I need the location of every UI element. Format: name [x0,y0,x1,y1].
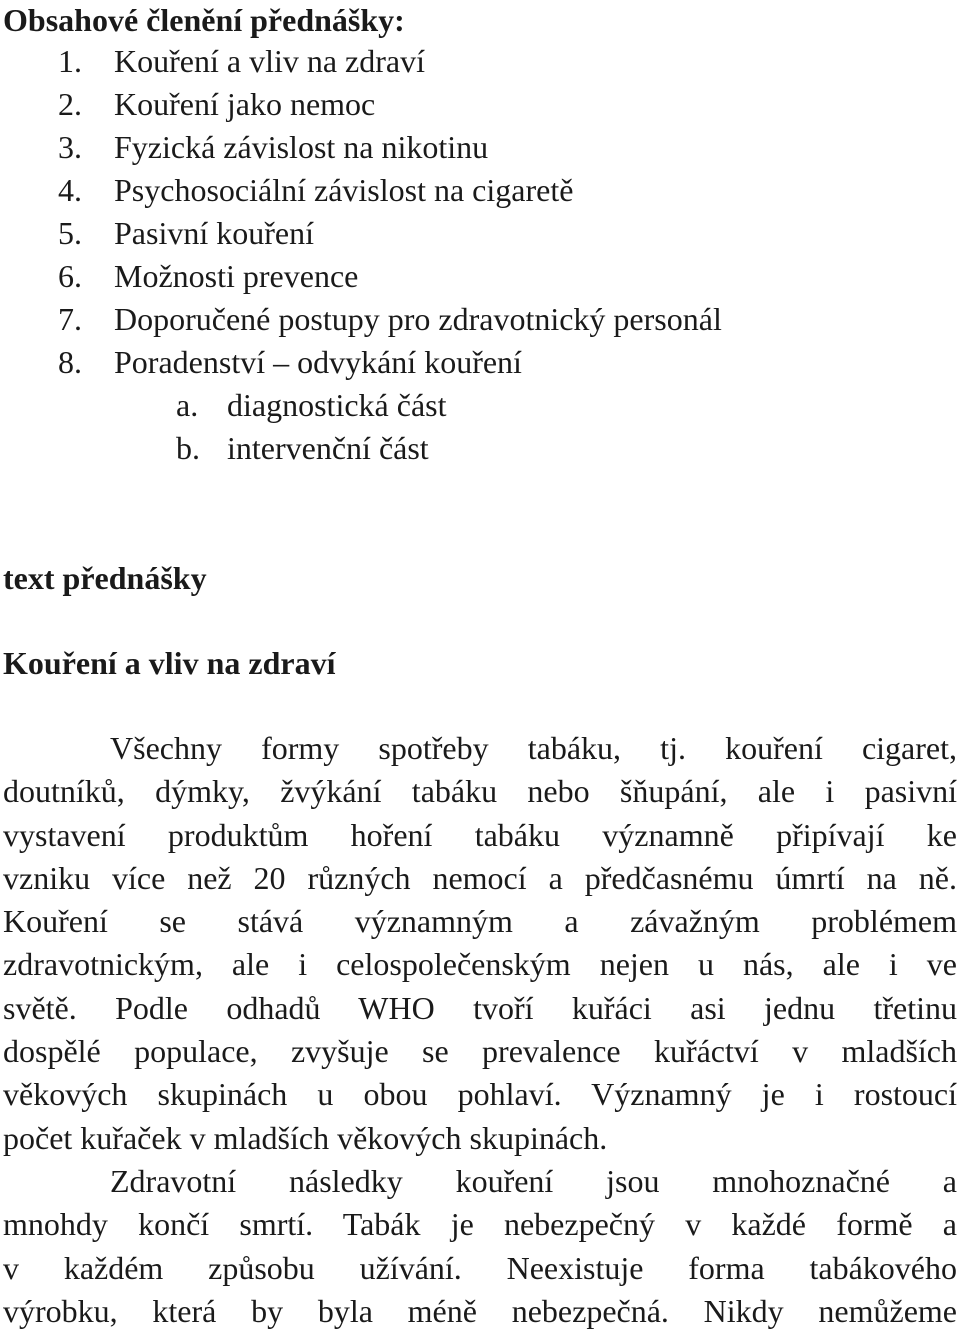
body-line: zdravotnickým, ale i celospolečenským nejen u nás, ale i ve [3,946,957,983]
section-body [3,727,957,1333]
outline-item-number: 6. [58,258,82,294]
outline-item-number: 4. [58,172,82,208]
body-line: dospělé populace, zvyšuje se prevalence kuřáctví v mladších [3,1033,957,1070]
outline-item-label: Kouření a vliv na zdraví [114,43,425,79]
outline-item-number: 5. [58,215,82,251]
lecture-text-heading: text přednášky [3,560,207,596]
outline-item-label: Možnosti prevence [114,258,359,294]
outline-item-number: 7. [58,301,82,337]
body-line: počet kuřaček v mladších věkových skupinách. [3,1119,608,1156]
outline-item-label: Psychosociální závislost na cigaretě [114,172,574,208]
outline-subitem-label: diagnostická část [227,387,447,423]
body-line: vystavení produktům hoření tabáku významně připívají ke [3,816,957,853]
outline-item-label: Poradenství – odvykání kouření [114,344,522,380]
section-heading: Kouření a vliv na zdraví [3,645,336,681]
body-line: mnohdy končí smrtí. Tabák je nebezpečný v každé formě a [3,1206,957,1243]
outline-item-number: 1. [58,43,82,79]
outline-item-label: Pasivní kouření [114,215,314,251]
outline-heading: Obsahové členění přednášky: [3,2,405,38]
outline-subitem-letter: a. [176,387,199,423]
outline-item-number: 2. [58,86,82,122]
body-line: vzniku více než 20 různých nemocí a předčasnému úmrtí na ně. [3,859,957,896]
body-line: v každém způsobu užívání. Neexistuje forma tabákového [3,1249,957,1286]
body-line: Zdravotní následky kouření jsou mnohoznačné a [110,1162,957,1199]
body-line: světě. Podle odhadů WHO tvoří kuřáci asi jednu třetinu [3,989,957,1026]
outline-item-label: Kouření jako nemoc [114,86,376,122]
outline-subitem-letter: b. [176,430,200,466]
outline-item-label: Fyzická závislost na nikotinu [114,129,489,165]
body-line: věkových skupinách u obou pohlaví. Významný je i rostoucí [3,1076,957,1113]
body-line: výrobku, která by byla méně nebezpečná. Nikdy nemůžeme [3,1292,957,1329]
outline-item-number: 8. [58,344,82,380]
body-line: Všechny formy spotřeby tabáku, tj. kouření cigaret, [110,730,957,766]
outline-subitem-label: intervenční část [227,430,429,466]
body-line: doutníků, dýmky, žvýkání tabáku nebo šňupání, ale i pasivní [3,773,957,810]
outline-item-label: Doporučené postupy pro zdravotnický personál [114,301,722,337]
outline-item-number: 3. [58,129,82,165]
body-line: Kouření se stává významným a závažným problémem [3,903,957,940]
